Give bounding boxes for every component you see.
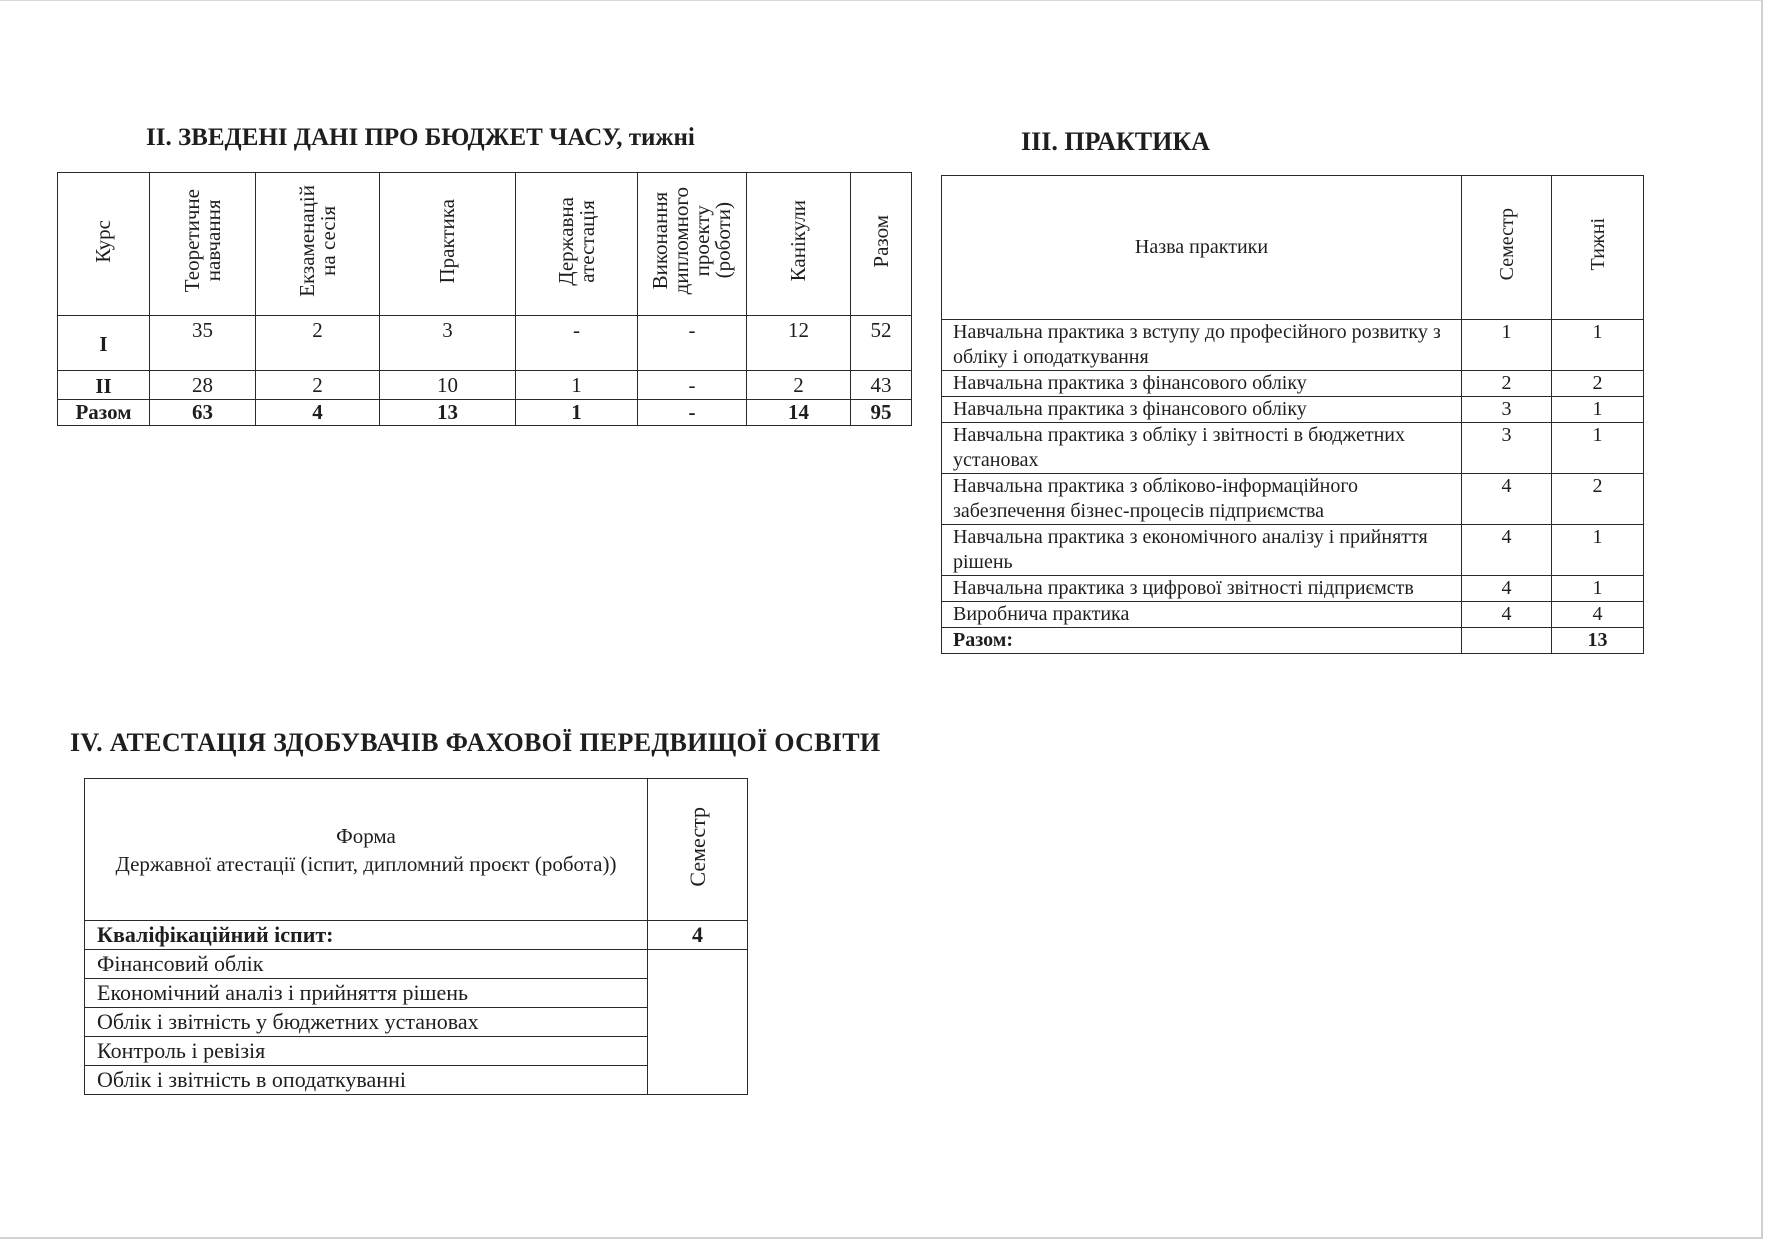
attestation-subject: Контроль і ревізія <box>85 1037 648 1066</box>
budget-cell: - <box>638 400 747 426</box>
budget-header-cell: Екзаменацій на сесія <box>256 173 380 316</box>
budget-cell: І <box>58 316 150 371</box>
budget-cell: 1 <box>516 371 638 400</box>
practice-row <box>942 397 1644 423</box>
practice-total-weeks: 13 <box>1552 628 1644 654</box>
budget-total-row <box>58 400 912 426</box>
budget-cell: 63 <box>150 400 256 426</box>
practice-header-semester: Семестр <box>1462 176 1552 320</box>
practice-header-name: Назва практики <box>942 176 1462 320</box>
practice-semester: 4 <box>1462 576 1552 602</box>
attestation-subject-semester <box>648 950 748 1095</box>
practice-name: Навчальна практика з обліку і звітності в бюджетних установах <box>942 423 1462 474</box>
budget-cell: 10 <box>380 371 516 400</box>
attestation-title: IV. АТЕСТАЦІЯ ЗДОБУВАЧІВ ФАХОВОЇ ПЕРЕДВИЩОЇ ОСВІТИ <box>70 728 881 757</box>
attestation-subject: Фінансовий облік <box>85 950 648 979</box>
budget-cell: 12 <box>747 316 851 371</box>
practice-semester: 3 <box>1462 397 1552 423</box>
practice-semester: 4 <box>1462 602 1552 628</box>
practice-row <box>942 602 1644 628</box>
budget-header-cell: Разом <box>851 173 912 316</box>
practice-weeks: 2 <box>1552 474 1644 525</box>
budget-cell: 14 <box>747 400 851 426</box>
practice-name: Виробнича практика <box>942 602 1462 628</box>
attestation-header-semester: Семестр <box>648 779 748 921</box>
practice-table <box>941 175 1644 654</box>
attestation-exam-semester: 4 <box>648 921 748 950</box>
practice-name: Навчальна практика з економічного аналізу і прийняття рішень <box>942 525 1462 576</box>
attestation-header-row <box>85 779 748 921</box>
practice-total-row <box>942 628 1644 654</box>
budget-cell: 52 <box>851 316 912 371</box>
budget-header-cell: Курс <box>58 173 150 316</box>
budget-cell: - <box>638 371 747 400</box>
budget-cell: 35 <box>150 316 256 371</box>
practice-name: Навчальна практика з вступу до професійного розвитку з обліку і оподаткування <box>942 320 1462 371</box>
budget-row <box>58 316 912 371</box>
attestation-header-form: Форма Державної атестації (іспит, дипломний проєкт (робота)) <box>85 779 648 921</box>
budget-cell: - <box>516 316 638 371</box>
practice-row <box>942 320 1644 371</box>
budget-header-row <box>58 173 912 316</box>
practice-title: ІІІ. ПРАКТИКА <box>1021 127 1210 156</box>
practice-semester: 2 <box>1462 371 1552 397</box>
practice-name: Навчальна практика з фінансового обліку <box>942 371 1462 397</box>
budget-header-cell: Виконання дипломного проекту (роботи) <box>638 173 747 316</box>
practice-semester: 1 <box>1462 320 1552 371</box>
budget-header-cell: Канікули <box>747 173 851 316</box>
practice-weeks: 1 <box>1552 525 1644 576</box>
attestation-table <box>84 778 748 1095</box>
attestation-subject-row <box>85 950 748 979</box>
budget-header-cell: Практика <box>380 173 516 316</box>
budget-cell: 43 <box>851 371 912 400</box>
practice-semester: 4 <box>1462 474 1552 525</box>
practice-name: Навчальна практика з цифрової звітності підприємств <box>942 576 1462 602</box>
budget-cell: 13 <box>380 400 516 426</box>
practice-name: Навчальна практика з фінансового обліку <box>942 397 1462 423</box>
budget-cell: 2 <box>256 316 380 371</box>
practice-semester: 3 <box>1462 423 1552 474</box>
practice-row <box>942 576 1644 602</box>
practice-header-weeks: Тижні <box>1552 176 1644 320</box>
attestation-exam-row <box>85 921 748 950</box>
budget-cell: ІІ <box>58 371 150 400</box>
practice-semester: 4 <box>1462 525 1552 576</box>
attestation-subject: Облік і звітність в оподаткуванні <box>85 1066 648 1095</box>
practice-total-semester <box>1462 628 1552 654</box>
budget-cell: 95 <box>851 400 912 426</box>
budget-cell: 3 <box>380 316 516 371</box>
practice-weeks: 1 <box>1552 320 1644 371</box>
practice-weeks: 1 <box>1552 397 1644 423</box>
budget-row <box>58 371 912 400</box>
practice-name: Навчальна практика з обліково-інформаційного забезпечення бізнес-процесів підприємства <box>942 474 1462 525</box>
attestation-subject: Економічний аналіз і прийняття рішень <box>85 979 648 1008</box>
budget-header-cell: Державна атестація <box>516 173 638 316</box>
budget-cell: 4 <box>256 400 380 426</box>
practice-row <box>942 525 1644 576</box>
practice-row <box>942 474 1644 525</box>
practice-weeks: 4 <box>1552 602 1644 628</box>
practice-weeks: 1 <box>1552 576 1644 602</box>
attestation-exam-label: Кваліфікаційний іспит: <box>85 921 648 950</box>
practice-row <box>942 371 1644 397</box>
budget-cell: Разом <box>58 400 150 426</box>
budget-table <box>57 172 912 426</box>
budget-cell: 28 <box>150 371 256 400</box>
budget-title: ІІ. ЗВЕДЕНІ ДАНІ ПРО БЮДЖЕТ ЧАСУ, тижні <box>146 124 695 151</box>
budget-cell: 1 <box>516 400 638 426</box>
budget-cell: 2 <box>747 371 851 400</box>
practice-weeks: 2 <box>1552 371 1644 397</box>
practice-weeks: 1 <box>1552 423 1644 474</box>
budget-cell: 2 <box>256 371 380 400</box>
budget-cell: - <box>638 316 747 371</box>
practice-total-label: Разом: <box>942 628 1462 654</box>
attestation-subject: Облік і звітність у бюджетних установах <box>85 1008 648 1037</box>
practice-row <box>942 423 1644 474</box>
practice-header-row <box>942 176 1644 320</box>
budget-header-cell: Теоретичне навчання <box>150 173 256 316</box>
